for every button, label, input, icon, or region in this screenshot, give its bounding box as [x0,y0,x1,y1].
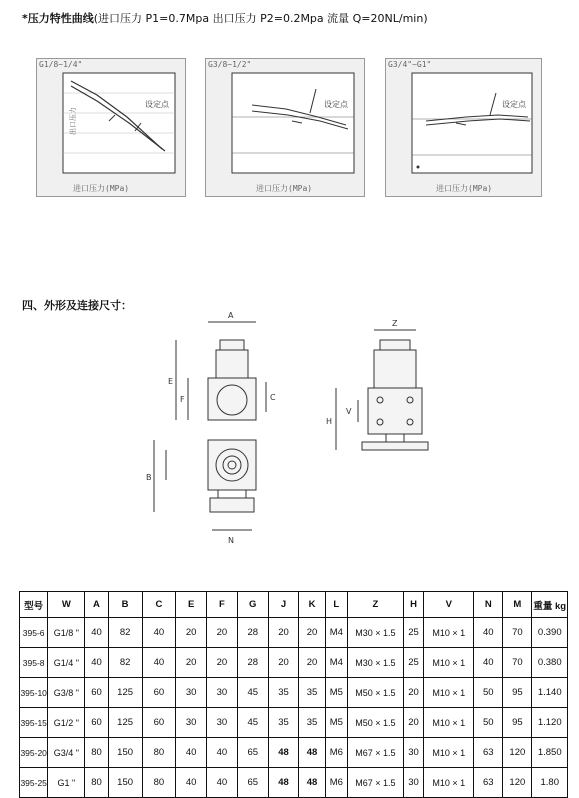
cell-b: 82 [108,648,142,678]
cell-k: 35 [299,708,325,738]
title-rest: (进口压力 P1=0.7Mpa 出口压力 P2=0.2Mpa 流量 Q=20NL/min) [93,12,428,25]
cell-m: 70 [503,618,532,648]
table-row [20,708,568,738]
cell-l: M6 [325,738,347,768]
cell-v: M10 × 1 [424,708,474,738]
page-title [22,10,428,26]
cell-a: 40 [85,618,108,648]
cell-b: 125 [108,708,142,738]
col-header: M [503,592,532,618]
cell-h: 30 [403,768,423,798]
cell-n: 40 [474,618,503,648]
cell-z: M30 × 1.5 [348,648,404,678]
dim-v-label: V [346,407,352,416]
cell-g: 65 [237,768,268,798]
chart-plot [386,59,541,196]
front-view [154,322,266,530]
cell-m: 95 [503,708,532,738]
cell-z: M67 × 1.5 [348,738,404,768]
cell-m: 95 [503,678,532,708]
col-header: F [207,592,238,618]
cell-j: 35 [268,678,299,708]
cell-z: M50 × 1.5 [348,678,404,708]
cell-z: M67 × 1.5 [348,768,404,798]
title-bold: *压力特性曲线 [22,12,94,25]
cell-w: G3/4 " [48,738,85,768]
cell-model: 395-15 [20,708,48,738]
cell-b: 82 [108,618,142,648]
table-header-row [20,592,568,618]
chart-tag: G3/8~1/2" [208,60,252,69]
cell-j: 35 [268,708,299,738]
col-header: L [325,592,347,618]
cell-m: 120 [503,768,532,798]
col-header: V [424,592,474,618]
chart-plot [206,59,364,196]
cell-f: 40 [207,768,238,798]
cell-e: 30 [176,708,207,738]
chart-annotation: 设定点 [145,100,169,109]
cell-k: 35 [299,678,325,708]
pressure-chart-2 [205,58,365,197]
cell-z: M50 × 1.5 [348,708,404,738]
cell-a: 80 [85,738,108,768]
cell-c: 40 [142,648,176,678]
cell-g: 45 [237,678,268,708]
cell-m: 120 [503,738,532,768]
cell-w: G3/8 " [48,678,85,708]
cell-model: 395-10 [20,678,48,708]
cell-model: 395-8 [20,648,48,678]
chart-xlabel: 进口压力(MPa) [436,184,493,193]
cell-f: 30 [207,678,238,708]
cell-a: 60 [85,708,108,738]
cell-g: 28 [237,618,268,648]
cell-n: 50 [474,708,503,738]
cell-weight: 0.380 [532,648,568,678]
chart-xlabel: 进口压力(MPa) [73,184,130,193]
col-header: Z [348,592,404,618]
pressure-chart-1 [36,58,186,197]
col-header: K [299,592,325,618]
cell-a: 80 [85,768,108,798]
cell-k: 48 [299,738,325,768]
chart-tag: G1/8~1/4" [39,60,83,69]
cell-a: 60 [85,678,108,708]
cell-w: G1/4 " [48,648,85,678]
cell-w: G1/8 " [48,618,85,648]
table-row [20,768,568,798]
col-header: G [237,592,268,618]
cell-h: 25 [403,618,423,648]
cell-z: M30 × 1.5 [348,618,404,648]
cell-c: 80 [142,768,176,798]
col-header: J [268,592,299,618]
cell-f: 20 [207,648,238,678]
cell-v: M10 × 1 [424,648,474,678]
cell-g: 28 [237,648,268,678]
dim-b-label: B [146,473,152,482]
cell-n: 63 [474,768,503,798]
cell-k: 20 [299,648,325,678]
chart-ylabel: 出口压力 [69,107,77,135]
chart-plot [37,59,185,196]
cell-e: 20 [176,648,207,678]
cell-n: 40 [474,648,503,678]
cell-n: 63 [474,738,503,768]
cell-f: 40 [207,738,238,768]
cell-weight: 1.120 [532,708,568,738]
cell-h: 25 [403,648,423,678]
cell-model: 395-6 [20,618,48,648]
dim-a-label: A [228,311,234,320]
dim-e-label: E [168,377,174,386]
dim-z-label: Z [392,319,398,328]
table-row [20,648,568,678]
cell-m: 70 [503,648,532,678]
cell-v: M10 × 1 [424,738,474,768]
col-header: H [403,592,423,618]
cell-weight: 1.80 [532,768,568,798]
cell-l: M5 [325,708,347,738]
chart-annotation: 设定点 [502,100,526,109]
chart-annotation: 设定点 [324,100,348,109]
col-header: 重量 kg [532,592,568,618]
cell-a: 40 [85,648,108,678]
cell-e: 40 [176,738,207,768]
chart-xlabel: 进口压力(MPa) [256,184,313,193]
table-row [20,738,568,768]
cell-w: G1 " [48,768,85,798]
cell-c: 60 [142,678,176,708]
cell-f: 20 [207,618,238,648]
dim-f-label: F [180,395,185,404]
cell-e: 30 [176,678,207,708]
cell-e: 20 [176,618,207,648]
spec-table [19,591,568,798]
cell-b: 125 [108,678,142,708]
cell-w: G1/2 " [48,708,85,738]
cell-b: 150 [108,738,142,768]
cell-f: 30 [207,708,238,738]
cell-j: 48 [268,738,299,768]
cell-c: 60 [142,708,176,738]
cell-j: 48 [268,768,299,798]
cell-l: M6 [325,768,347,798]
table-row [20,618,568,648]
table-row [20,678,568,708]
cell-weight: 1.140 [532,678,568,708]
cell-k: 48 [299,768,325,798]
side-view [336,330,428,450]
col-header: A [85,592,108,618]
cell-h: 20 [403,678,423,708]
cell-g: 45 [237,708,268,738]
cell-b: 150 [108,768,142,798]
cell-l: M5 [325,678,347,708]
cell-l: M4 [325,648,347,678]
cell-n: 50 [474,678,503,708]
col-header: W [48,592,85,618]
col-header: 型号 [20,592,48,618]
col-header: C [142,592,176,618]
cell-c: 80 [142,738,176,768]
dim-n-label: N [228,536,234,545]
cell-weight: 1.850 [532,738,568,768]
col-header: E [176,592,207,618]
cell-g: 65 [237,738,268,768]
col-header: N [474,592,503,618]
dimension-drawing [140,300,460,555]
cell-l: M4 [325,618,347,648]
cell-v: M10 × 1 [424,618,474,648]
cell-c: 40 [142,618,176,648]
cell-h: 30 [403,738,423,768]
dim-h-label: H [326,417,333,426]
cell-v: M10 × 1 [424,768,474,798]
cell-e: 40 [176,768,207,798]
cell-v: M10 × 1 [424,678,474,708]
cell-h: 20 [403,708,423,738]
cell-model: 395-20 [20,738,48,768]
chart-tag: G3/4"~G1" [388,60,432,69]
pressure-chart-3 [385,58,542,197]
cell-k: 20 [299,618,325,648]
dim-c-label: C [270,393,276,402]
cell-j: 20 [268,618,299,648]
cell-j: 20 [268,648,299,678]
cell-weight: 0.390 [532,618,568,648]
section-title: 四、外形及连接尺寸： [22,299,132,312]
col-header: B [108,592,142,618]
cell-model: 395-25 [20,768,48,798]
